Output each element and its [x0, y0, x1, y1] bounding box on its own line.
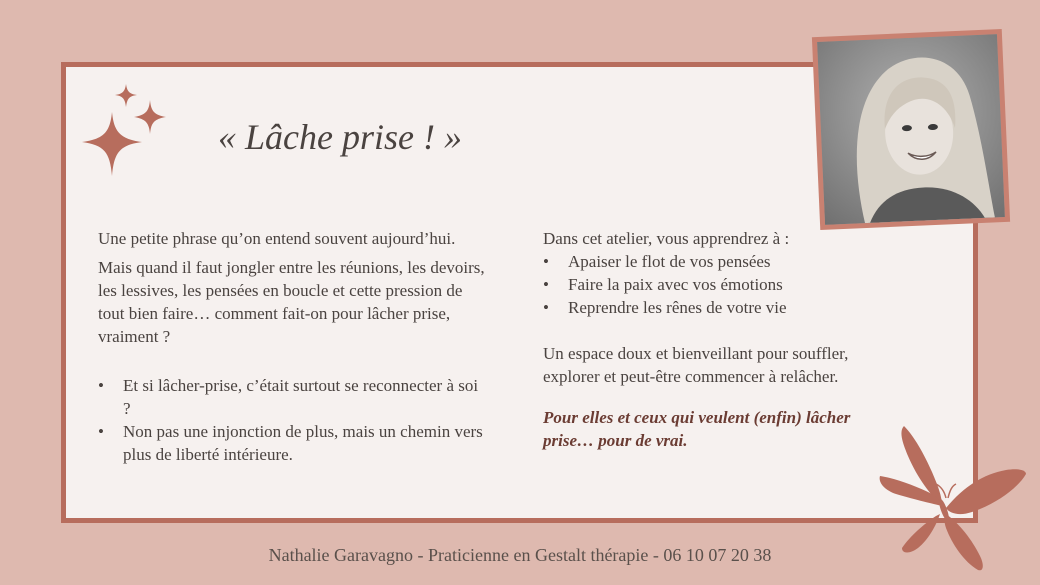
page-title: « Lâche prise ! »: [218, 117, 462, 157]
tagline: Pour elles et ceux qui veulent (enfin) lâcher prise… pour de vrai.: [543, 408, 851, 450]
left-bullet-list: [98, 374, 488, 466]
workshop-lead: Dans cet atelier, vous apprendrez à :: [543, 229, 790, 248]
footer-contact: Nathalie Garavagno - Praticienne en Gestalt thérapie - 06 10 07 20 38: [268, 545, 772, 565]
list-item: • Apaiser le flot de vos pensées: [543, 250, 903, 273]
list-item: • Faire la paix avec vos émotions: [543, 273, 903, 296]
list-item: • Et si lâcher-prise, c’était surtout se reconnecter à soi ?: [98, 374, 488, 420]
body-text: Mais quand il faut jongler entre les réunions, les devoirs, les lessives, les pensées en boucle et cette pression de tout bien faire… comment fait-on pour lâcher prise, vraiment ?: [98, 258, 485, 346]
left-column: [98, 227, 488, 466]
intro-text: Une petite phrase qu’on entend souvent aujourd’hui.: [98, 229, 456, 248]
right-column: [543, 227, 903, 458]
sparkles-icon: [80, 84, 172, 180]
list-item: • Non pas une injonction de plus, mais un chemin vers plus de liberté intérieure.: [98, 420, 488, 466]
portrait-frame: [812, 29, 1010, 230]
right-bullet-list: [543, 250, 903, 319]
space-text: Un espace doux et bienveillant pour souffler, explorer et peut-être commencer à relâcher.: [543, 344, 849, 386]
list-item: • Reprendre les rênes de votre vie: [543, 296, 903, 319]
portrait-photo: [817, 34, 1005, 225]
